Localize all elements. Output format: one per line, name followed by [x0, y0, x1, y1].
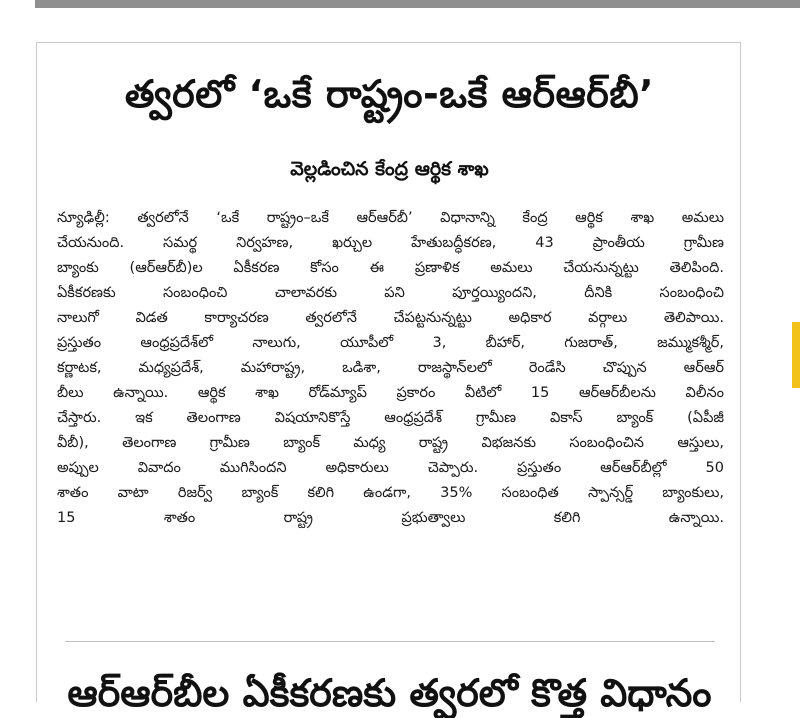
body-line: బ్యాంకు (ఆర్‌ఆర్‌బీ)ల ఏకీకరణ కోసం ఈ ప్రణాళిక అమలు చేయనున్నట్టు తెలిపింది.: [57, 260, 724, 276]
body-line: 15 శాతం రాష్ట్ర ప్రభుత్వాలు కలిగి ఉన్నాయి.: [57, 510, 724, 526]
article-separator: [65, 641, 715, 642]
body-line: నాలుగో విడత కార్యాచరణ త్వరలోనే చేపట్టనున్నట్టు అధికార వర్గాలు తెలిపాయి.: [57, 310, 724, 326]
body-line: ప్రస్తుతం ఆంధ్రప్రదేశ్‌లో నాలుగు, యూపీలో 3, బీహార్, గుజరాత్, జమ్ముకశ్మీర్,: [57, 335, 724, 351]
body-line: వీబీ), తెలంగాణ గ్రామీణ బ్యాంక్ మధ్య రాష్ట్ర విభజనకు సంబంధించిన ఆస్తులు,: [57, 435, 724, 451]
body-line: చేస్తారు. ఇక తెలంగాణ విషయానికొస్తే ఆంధ్రప్రదేశ్ గ్రామీణ వికాస్ బ్యాంక్ (ఏపీజీ: [57, 410, 724, 426]
body-line: న్యూఢిల్లీ: త్వరలోనే ‘ఒకే రాష్ట్రం–ఒకే ఆర్‌ఆర్‌బీ’ విధానాన్ని కేంద్ర ఆర్థిక శాఖ అమలు: [57, 210, 724, 226]
body-line: ఏకీకరణకు సంబంధించి చాలావరకు పని పూర్తయ్యిందని, దీనికి సంబంధించి: [57, 285, 724, 301]
body-line: చేయనుంది. సమర్థ నిర్వహణ, ఖర్చుల హేతుబద్ధీకరణ, 43 ప్రాంతీయ గ్రామీణ: [57, 235, 724, 251]
top-rule: [35, 0, 800, 8]
body-line: బీలు ఉన్నాయి. ఆర్థిక శాఖ రోడ్‌మ్యాప్ ప్రకారం వీటిలో 15 ఆర్‌ఆర్‌బీలను విలీనం: [57, 385, 724, 401]
next-article-headline[interactable]: ఆర్‌ఆర్‌బీల ఏకీకరణకు త్వరలో కొత్త విధానం: [67, 671, 712, 715]
article-subheadline: వెల్లడించిన కేంద్ర ఆర్థిక శాఖ: [290, 158, 489, 180]
body-line: శాతం వాటా రిజర్వ్ బ్యాంక్ కలిగి ఉండగా, 35% సంబంధిత స్పాన్సర్డ్ బ్యాంకులు,: [57, 485, 724, 501]
side-marker: [792, 322, 800, 388]
body-line: కర్ణాటక, మధ్యప్రదేశ్, మహారాష్ట్ర, ఒడిశా, రాజస్థాన్‌లలో రెండేసి చొప్పున ఆర్‌ఆర్: [57, 360, 724, 376]
article-body: [57, 206, 724, 531]
body-line: అప్పుల వివాదం ముగిసిందని అధికారులు చెప్పారు. ప్రస్తుతం ఆర్‌ఆర్‌బీల్లో 50: [57, 460, 724, 476]
article-card: [36, 42, 741, 715]
article-headline: త్వరలో ‘ఒకే రాష్ట్రం-ఒకే ఆర్‌ఆర్‌బీ’: [124, 72, 655, 116]
